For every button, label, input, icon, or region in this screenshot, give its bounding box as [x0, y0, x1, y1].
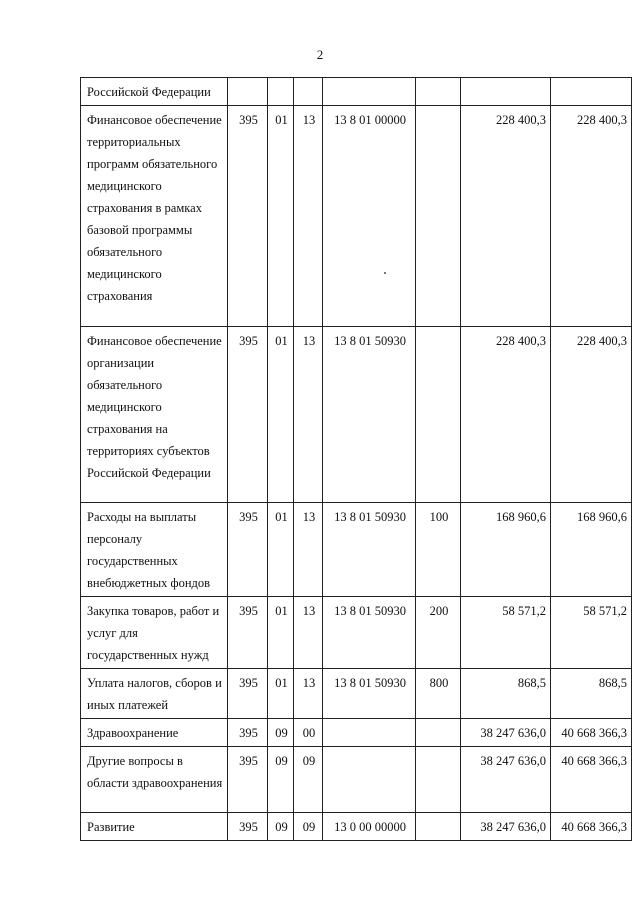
cell-amount-year-2: 40 668 366,3	[551, 813, 632, 841]
table-row	[81, 106, 632, 327]
cell-amount-year-1: 38 247 636,0	[461, 719, 551, 747]
cell-amount-year-2	[551, 78, 632, 106]
table-row	[81, 327, 632, 503]
cell-ved-code: 395	[228, 327, 268, 503]
cell-subsection-code: 13	[294, 327, 323, 503]
cell-ved-code: 395	[228, 597, 268, 669]
cell-name: Закупка товаров, работ и услуг для государственных нужд	[81, 597, 228, 669]
cell-target-article	[323, 747, 416, 813]
cell-amount-year-1: 38 247 636,0	[461, 747, 551, 813]
cell-amount-year-1: 168 960,6	[461, 503, 551, 597]
cell-section-code: 01	[268, 327, 294, 503]
cell-ved-code: 395	[228, 503, 268, 597]
cell-subsection-code	[294, 78, 323, 106]
cell-expense-type: 800	[416, 669, 461, 719]
cell-target-article	[323, 719, 416, 747]
page-number: 2	[316, 47, 324, 62]
cell-amount-year-2: 40 668 366,3	[551, 719, 632, 747]
table-row	[81, 503, 632, 597]
table-row	[81, 597, 632, 669]
cell-name: Развитие	[81, 813, 228, 841]
cell-amount-year-1: 58 571,2	[461, 597, 551, 669]
budget-table	[80, 77, 632, 841]
cell-amount-year-2: 168 960,6	[551, 503, 632, 597]
cell-name: Финансовое обеспечение организации обязательного медицинского страхования на территориях субъектов Российской Федерации	[81, 327, 228, 503]
cell-expense-type	[416, 813, 461, 841]
cell-expense-type: 200	[416, 597, 461, 669]
cell-expense-type: 100	[416, 503, 461, 597]
table-row	[81, 747, 632, 813]
cell-section-code: 01	[268, 503, 294, 597]
cell-target-article: 13 8 01 50930	[323, 669, 416, 719]
cell-expense-type	[416, 106, 461, 327]
cell-target-article: 13 8 01 00000	[323, 106, 416, 327]
table-row	[81, 813, 632, 841]
cell-name: Расходы на выплаты персоналу государственных внебюджетных фондов	[81, 503, 228, 597]
cell-target-article: 13 8 01 50930	[323, 597, 416, 669]
cell-amount-year-1: 38 247 636,0	[461, 813, 551, 841]
cell-expense-type	[416, 327, 461, 503]
cell-amount-year-2: 228 400,3	[551, 106, 632, 327]
cell-name: Здравоохранение	[81, 719, 228, 747]
cell-ved-code	[228, 78, 268, 106]
cell-ved-code: 395	[228, 106, 268, 327]
scan-speck	[384, 272, 386, 274]
cell-name: Финансовое обеспечение территориальных программ обязательного медицинского страхования в рамках базовой программы обязательного медицинского страхования	[81, 106, 228, 327]
cell-target-article	[323, 78, 416, 106]
cell-subsection-code: 09	[294, 747, 323, 813]
cell-section-code: 09	[268, 813, 294, 841]
cell-section-code	[268, 78, 294, 106]
cell-ved-code: 395	[228, 669, 268, 719]
cell-section-code: 01	[268, 669, 294, 719]
cell-subsection-code: 13	[294, 669, 323, 719]
cell-target-article: 13 8 01 50930	[323, 327, 416, 503]
cell-subsection-code: 09	[294, 813, 323, 841]
cell-target-article: 13 0 00 00000	[323, 813, 416, 841]
cell-amount-year-1: 228 400,3	[461, 327, 551, 503]
cell-section-code: 01	[268, 597, 294, 669]
cell-expense-type	[416, 719, 461, 747]
cell-amount-year-2: 40 668 366,3	[551, 747, 632, 813]
cell-expense-type	[416, 78, 461, 106]
table-row	[81, 669, 632, 719]
cell-section-code: 09	[268, 747, 294, 813]
cell-target-article: 13 8 01 50930	[323, 503, 416, 597]
cell-amount-year-2: 868,5	[551, 669, 632, 719]
cell-section-code: 01	[268, 106, 294, 327]
cell-section-code: 09	[268, 719, 294, 747]
cell-ved-code: 395	[228, 813, 268, 841]
table-row	[81, 78, 632, 106]
cell-ved-code: 395	[228, 747, 268, 813]
table-row	[81, 719, 632, 747]
cell-amount-year-1	[461, 78, 551, 106]
cell-name: Другие вопросы в области здравоохранения	[81, 747, 228, 813]
cell-expense-type	[416, 747, 461, 813]
cell-amount-year-2: 228 400,3	[551, 327, 632, 503]
cell-amount-year-2: 58 571,2	[551, 597, 632, 669]
cell-subsection-code: 13	[294, 503, 323, 597]
cell-name: Российской Федерации	[81, 78, 228, 106]
cell-subsection-code: 00	[294, 719, 323, 747]
cell-subsection-code: 13	[294, 106, 323, 327]
cell-name: Уплата налогов, сборов и иных платежей	[81, 669, 228, 719]
cell-ved-code: 395	[228, 719, 268, 747]
cell-subsection-code: 13	[294, 597, 323, 669]
cell-amount-year-1: 868,5	[461, 669, 551, 719]
cell-amount-year-1: 228 400,3	[461, 106, 551, 327]
